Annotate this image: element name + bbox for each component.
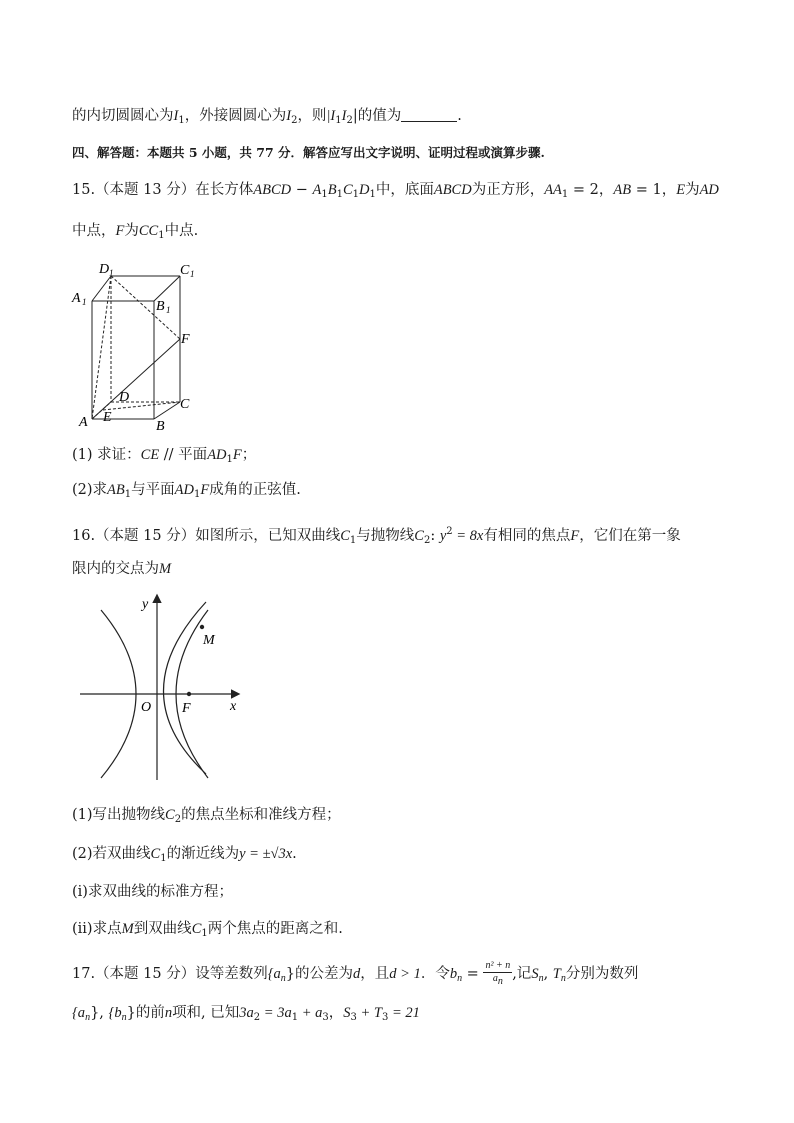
- label-c: C: [180, 397, 190, 412]
- abs-close: |: [352, 108, 358, 124]
- label-e: E: [103, 410, 112, 425]
- sub: 2: [174, 814, 182, 825]
- text: .: [457, 108, 462, 124]
- point-f: [187, 692, 191, 696]
- label-d1: D: [99, 262, 110, 277]
- text: :: [430, 528, 440, 544]
- q15-line1: [72, 180, 719, 205]
- var: C: [150, 846, 161, 862]
- sub: 1: [335, 115, 342, 126]
- asymptote-eq: y = ±√3x: [239, 846, 293, 862]
- var: D: [358, 182, 370, 198]
- text: ,记: [512, 966, 532, 982]
- text: ，: [328, 1005, 344, 1021]
- var: F: [232, 447, 242, 463]
- answer-blank: [401, 107, 457, 122]
- sub: 1: [291, 1012, 299, 1023]
- var: C: [342, 182, 353, 198]
- text: 限内的交点为: [72, 561, 159, 577]
- segment-ec: [103, 402, 180, 410]
- sub: 1: [178, 115, 185, 126]
- var: B: [327, 182, 337, 198]
- sup: 2: [446, 526, 453, 537]
- var: AD: [207, 447, 227, 463]
- var: C: [165, 807, 175, 823]
- sub: 1: [321, 189, 328, 200]
- q16-part2: [72, 844, 297, 869]
- sub: 1: [336, 189, 343, 200]
- text: 项和, 已知: [172, 1005, 240, 1021]
- text: 16.（本题 15 分）如图所示，已知双曲线: [72, 528, 341, 544]
- text: ,: [543, 966, 553, 982]
- prism-figure: [70, 258, 210, 434]
- q16-part2-ii: [72, 919, 343, 944]
- text: =: [462, 966, 484, 982]
- text: 的值为: [357, 108, 402, 124]
- abs-i: I: [341, 108, 347, 124]
- var: {a: [72, 1005, 86, 1021]
- intro-continued-line: [72, 106, 462, 131]
- fraction: [483, 960, 512, 988]
- sub: 3: [322, 1012, 329, 1023]
- sub: 1: [158, 230, 165, 241]
- edge: [154, 276, 180, 301]
- text: (2)若双曲线: [72, 846, 151, 862]
- sub: n: [457, 973, 463, 984]
- text: 的焦点坐标和准线方程；: [181, 807, 341, 823]
- text: = 1，: [631, 182, 677, 198]
- var: 3a: [239, 1005, 254, 1021]
- var: a: [492, 973, 498, 984]
- var: d: [353, 966, 361, 982]
- text: 两个焦点的距离之和.: [207, 921, 343, 937]
- sub: n: [280, 973, 286, 984]
- var: C: [414, 528, 424, 544]
- label-a1: A: [72, 291, 81, 306]
- var: C: [340, 528, 350, 544]
- sub: 1: [352, 189, 359, 200]
- var: {b: [108, 1005, 122, 1021]
- text: ．令: [420, 966, 450, 982]
- var: = 21: [388, 1005, 420, 1021]
- sub: n: [85, 1012, 91, 1023]
- sub: n: [121, 1012, 127, 1023]
- var: + T: [356, 1005, 382, 1021]
- q17-line1: [72, 960, 638, 989]
- label-o: O: [141, 700, 152, 715]
- q15-part1: [72, 445, 256, 470]
- var: F: [115, 223, 125, 239]
- sub: n: [560, 973, 566, 984]
- text: ，且: [360, 966, 390, 982]
- point-m: [200, 625, 204, 629]
- var: ABCD: [433, 182, 472, 198]
- text: .: [292, 846, 297, 862]
- abs-open: |I: [326, 108, 336, 124]
- text: }: [90, 1005, 100, 1021]
- text: 到双曲线: [133, 921, 192, 937]
- var: A: [312, 182, 322, 198]
- text: ,: [99, 1005, 109, 1021]
- label-b: B: [156, 419, 165, 434]
- var: AA: [544, 182, 562, 198]
- label-d: D: [119, 390, 130, 405]
- var-i2: I: [286, 108, 292, 124]
- text: (1) 求证：: [72, 447, 141, 463]
- var: y: [439, 528, 447, 544]
- label-x: x: [230, 699, 237, 714]
- label-b1: B: [156, 299, 165, 314]
- q16-line1: [72, 522, 681, 551]
- var: = 3a: [260, 1005, 292, 1021]
- text: 为正方形，: [471, 182, 545, 198]
- sub: 1: [226, 454, 233, 465]
- text: 为: [685, 182, 700, 198]
- text: ，它们在第一象: [579, 528, 681, 544]
- text: 17.（本题 15 分）设等差数列: [72, 966, 268, 982]
- sub: n: [538, 973, 544, 984]
- var: d > 1: [389, 966, 421, 982]
- conic-figure: [76, 590, 256, 785]
- var: b: [449, 966, 458, 982]
- text: // 平面: [159, 447, 208, 463]
- text: (2)求: [72, 482, 108, 498]
- sub: 2: [253, 1012, 261, 1023]
- text: 有相同的焦点: [483, 528, 571, 544]
- label-f: F: [181, 332, 190, 347]
- sub: n: [497, 976, 503, 987]
- text: 的渐近线为: [166, 846, 240, 862]
- label-f: F: [182, 701, 191, 716]
- text: (ii)求点: [72, 921, 122, 937]
- text: ，外接圆圆心为: [184, 108, 287, 124]
- sub: 2: [346, 115, 353, 126]
- text: 15.（本题 13 分）在长方体: [72, 182, 254, 198]
- text: = 2，: [568, 182, 614, 198]
- sub: 3: [350, 1012, 357, 1023]
- sub: 1: [124, 489, 132, 500]
- text: ，则: [297, 108, 327, 124]
- var: CE: [140, 447, 160, 463]
- var: AB: [613, 182, 632, 198]
- q15-part2: [72, 480, 301, 505]
- sub: 3: [381, 1012, 389, 1023]
- var: M: [121, 921, 134, 937]
- q15-line2: [72, 221, 198, 246]
- text: 的内切圆圆心为: [72, 108, 174, 124]
- label-sub: 1: [166, 305, 171, 315]
- label-a: A: [79, 415, 88, 430]
- label-m: M: [203, 633, 215, 648]
- text: 的公差为: [295, 966, 354, 982]
- var: S: [531, 966, 539, 982]
- label-sub: 1: [109, 268, 114, 278]
- frac-num: n² + n: [485, 960, 511, 971]
- sub: 1: [561, 189, 569, 200]
- label-c1: C: [180, 263, 190, 278]
- text: 成角的正弦值.: [209, 482, 301, 498]
- text: 中，底面: [375, 182, 434, 198]
- var: S: [343, 1005, 351, 1021]
- label-sub: 1: [190, 269, 195, 279]
- var-i1: I: [173, 108, 179, 124]
- var: {a: [267, 966, 281, 982]
- section-heading-text: 四、解答题：本题共 5 小题，共 77 分．解答应写出文字说明、证明过程或演算步骤.: [72, 145, 545, 160]
- sub: 2: [423, 535, 431, 546]
- var: + a: [298, 1005, 323, 1021]
- var: T: [552, 966, 561, 982]
- var: AB: [107, 482, 125, 498]
- text: 中点，: [72, 223, 116, 239]
- text: }: [126, 1005, 136, 1021]
- text: 与平面: [131, 482, 175, 498]
- var: C: [191, 921, 202, 937]
- label-y: y: [142, 597, 149, 612]
- section-heading: [72, 143, 545, 163]
- var: AD: [174, 482, 194, 498]
- var: E: [676, 182, 686, 198]
- sub: 1: [369, 189, 376, 200]
- text: 与抛物线: [356, 528, 415, 544]
- sub: 1: [160, 853, 167, 864]
- var: M: [159, 561, 172, 577]
- text: (i)求双曲线的标准方程；: [72, 884, 233, 900]
- text: }: [285, 966, 296, 982]
- text: (1)写出抛物线: [72, 807, 166, 823]
- var: AD: [699, 182, 719, 198]
- var: F: [200, 482, 210, 498]
- text: 为: [124, 223, 139, 239]
- sub: 2: [291, 115, 298, 126]
- sub: 1: [193, 489, 201, 500]
- parabola: [164, 602, 207, 774]
- frac-den: [483, 973, 512, 988]
- text: 中点.: [164, 223, 199, 239]
- text: ；: [241, 447, 257, 463]
- var: ABCD: [253, 182, 292, 198]
- q16-line2: [72, 559, 171, 579]
- q16-part2-i: [72, 882, 233, 902]
- q17-line2: [72, 1003, 420, 1028]
- sub: 1: [201, 928, 208, 939]
- text: −: [291, 182, 313, 198]
- sub: 1: [349, 535, 357, 546]
- label-sub: 1: [82, 297, 87, 307]
- var: = 8x: [452, 528, 484, 544]
- var: n: [164, 1005, 173, 1021]
- var: CC: [138, 223, 159, 239]
- var: F: [570, 528, 580, 544]
- text: 分别为数列: [565, 966, 639, 982]
- text: 的前: [135, 1005, 165, 1021]
- q16-part1: [72, 805, 341, 830]
